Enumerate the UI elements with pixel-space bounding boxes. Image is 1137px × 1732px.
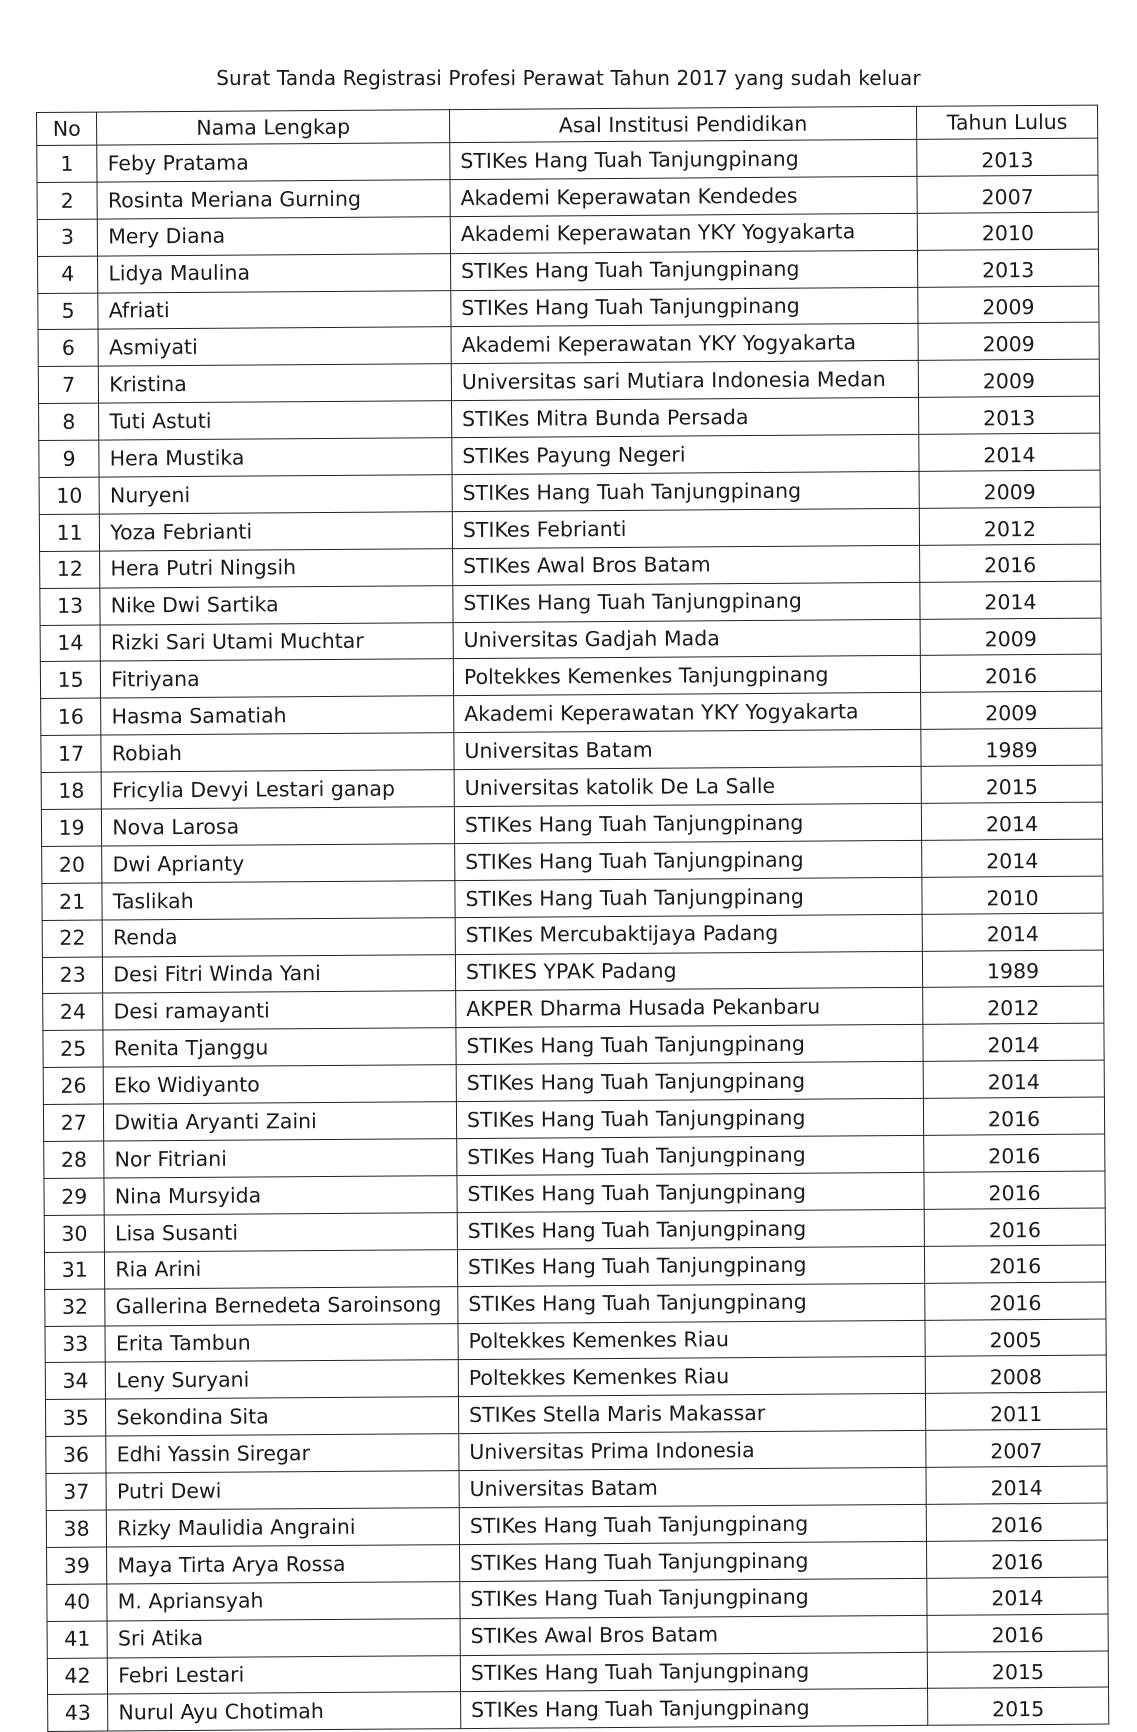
cell-name: Sri Atika [107, 1618, 460, 1657]
cell-institution: STIKes Hang Tuah Tanjungpinang [456, 1062, 923, 1102]
cell-year: 2014 [923, 1023, 1104, 1061]
cell-year: 2015 [927, 1651, 1108, 1689]
cell-year: 1989 [922, 950, 1103, 988]
cell-year: 2010 [917, 212, 1098, 250]
cell-no: 41 [47, 1621, 108, 1658]
cell-institution: Poltekkes Kemenkes Riau [458, 1357, 925, 1397]
cell-name: Rosinta Meriana Gurning [97, 180, 450, 219]
cell-institution: STIKes Awal Bros Batam [460, 1615, 927, 1655]
cell-no: 23 [42, 957, 103, 994]
cell-name: Lisa Susanti [104, 1212, 457, 1251]
cell-name: Dwitia Aryanti Zaini [104, 1102, 457, 1141]
cell-no: 31 [44, 1252, 105, 1289]
cell-no: 34 [45, 1362, 106, 1399]
cell-institution: Universitas Gadjah Mada [453, 619, 920, 659]
cell-no: 20 [42, 846, 103, 883]
cell-name: Sekondina Sita [106, 1397, 459, 1436]
cell-name: Leny Suryani [106, 1360, 459, 1399]
header-year: Tahun Lulus [917, 105, 1098, 139]
cell-no: 9 [39, 440, 100, 477]
cell-institution: AKPER Dharma Husada Pekanbaru [456, 988, 923, 1028]
cell-name: Hasma Samatiah [101, 696, 454, 735]
cell-no: 36 [46, 1436, 107, 1473]
cell-name: Yoza Febrianti [100, 512, 453, 551]
cell-institution: STIKes Mitra Bunda Persada [451, 398, 918, 438]
cell-no: 24 [43, 994, 104, 1031]
cell-name: Nike Dwi Sartika [100, 585, 453, 624]
cell-no: 27 [43, 1104, 104, 1141]
cell-year: 2007 [917, 175, 1098, 213]
cell-institution: STIKes Hang Tuah Tanjungpinang [457, 1209, 924, 1249]
cell-no: 33 [45, 1326, 106, 1363]
cell-institution: STIKes Hang Tuah Tanjungpinang [460, 1652, 927, 1692]
cell-year: 2016 [926, 1503, 1107, 1541]
cell-no: 4 [38, 256, 99, 293]
cell-year: 2016 [927, 1614, 1108, 1652]
cell-no: 16 [41, 698, 102, 735]
cell-name: Gallerina Bernedeta Saroinsong [105, 1286, 458, 1325]
header-institution: Asal Institusi Pendidikan [449, 106, 916, 142]
cell-name: Hera Putri Ningsih [100, 548, 453, 587]
header-no: No [37, 112, 98, 145]
cell-no: 8 [39, 403, 100, 440]
cell-institution: Universitas katolik De La Salle [454, 766, 921, 806]
cell-institution: Universitas Batam [459, 1467, 926, 1507]
cell-name: Fricylia Devyi Lestari ganap [101, 770, 454, 809]
cell-name: Eko Widiyanto [103, 1065, 456, 1104]
cell-name: Dwi Aprianty [102, 844, 455, 883]
cell-year: 2007 [926, 1429, 1107, 1467]
cell-name: Nuryeni [99, 475, 452, 514]
cell-year: 2012 [919, 507, 1100, 545]
cell-year: 2014 [921, 802, 1102, 840]
cell-year: 2010 [922, 876, 1103, 914]
cell-institution: Poltekkes Kemenkes Riau [458, 1320, 925, 1360]
cell-name: Mery Diana [98, 216, 451, 255]
cell-institution: STIKes Awal Bros Batam [452, 545, 919, 585]
cell-no: 18 [41, 772, 102, 809]
cell-name: Renda [102, 917, 455, 956]
cell-institution: STIKes Hang Tuah Tanjungpinang [454, 803, 921, 843]
cell-name: Febri Lestari [108, 1655, 461, 1694]
cell-no: 7 [38, 366, 99, 403]
cell-name: Nor Fitriani [104, 1139, 457, 1178]
cell-name: Desi ramayanti [103, 991, 456, 1030]
cell-year: 2008 [925, 1355, 1106, 1393]
cell-year: 2016 [925, 1245, 1106, 1283]
cell-name: Feby Pratama [97, 143, 450, 182]
cell-institution: STIKes Hang Tuah Tanjungpinang [457, 1246, 924, 1286]
cell-name: Nova Larosa [102, 807, 455, 846]
cell-year: 2016 [925, 1282, 1106, 1320]
cell-institution: STIKes Hang Tuah Tanjungpinang [460, 1689, 927, 1729]
cell-institution: Akademi Keperawatan YKY Yogyakarta [451, 324, 918, 364]
cell-no: 32 [45, 1289, 106, 1326]
cell-institution: Universitas Prima Indonesia [459, 1430, 926, 1470]
table-row [48, 1687, 1109, 1731]
cell-year: 2015 [928, 1687, 1109, 1725]
cell-name: M. Apriansyah [107, 1581, 460, 1620]
cell-name: Edhi Yassin Siregar [106, 1434, 459, 1473]
cell-year: 2009 [919, 470, 1100, 508]
cell-name: Erita Tambun [105, 1323, 458, 1362]
cell-no: 21 [42, 883, 103, 920]
cell-year: 2009 [921, 691, 1102, 729]
cell-institution: STIKes Hang Tuah Tanjungpinang [456, 1025, 923, 1065]
cell-no: 28 [44, 1141, 105, 1178]
cell-no: 1 [37, 145, 98, 182]
cell-year: 2013 [918, 249, 1099, 287]
cell-year: 2016 [927, 1540, 1108, 1578]
cell-no: 14 [40, 625, 101, 662]
cell-no: 25 [43, 1030, 104, 1067]
cell-no: 11 [39, 514, 100, 551]
cell-year: 2016 [924, 1134, 1105, 1172]
registration-table [36, 105, 1109, 1732]
cell-year: 2016 [923, 1097, 1104, 1135]
cell-name: Rizki Sari Utami Muchtar [100, 622, 453, 661]
cell-no: 15 [40, 662, 101, 699]
cell-institution: STIKes Hang Tuah Tanjungpinang [451, 287, 918, 327]
cell-institution: Akademi Keperawatan YKY Yogyakarta [454, 693, 921, 733]
cell-institution: STIKes Hang Tuah Tanjungpinang [453, 582, 920, 622]
cell-name: Desi Fitri Winda Yani [103, 954, 456, 993]
cell-year: 2009 [920, 618, 1101, 656]
cell-year: 2016 [920, 655, 1101, 693]
cell-institution: STIKes Hang Tuah Tanjungpinang [459, 1504, 926, 1544]
cell-institution: STIKes Hang Tuah Tanjungpinang [460, 1578, 927, 1618]
page-title: Surat Tanda Registrasi Profesi Perawat Tahun 2017 yang sudah keluar [216, 66, 921, 90]
cell-no: 2 [37, 182, 98, 219]
cell-no: 42 [47, 1658, 108, 1695]
cell-institution: STIKes Hang Tuah Tanjungpinang [458, 1283, 925, 1323]
cell-name: Robiah [101, 733, 454, 772]
cell-no: 13 [40, 588, 101, 625]
cell-year: 2011 [926, 1392, 1107, 1430]
cell-year: 2014 [922, 913, 1103, 951]
cell-name: Putri Dewi [106, 1471, 459, 1510]
cell-year: 1989 [921, 728, 1102, 766]
cell-year: 2014 [920, 581, 1101, 619]
cell-name: Nina Mursyida [104, 1176, 457, 1215]
cell-institution: STIKES YPAK Padang [455, 951, 922, 991]
cell-no: 10 [39, 477, 100, 514]
cell-name: Rizky Maulidia Angraini [107, 1508, 460, 1547]
cell-name: Nurul Ayu Chotimah [108, 1692, 461, 1731]
cell-institution: STIKes Hang Tuah Tanjungpinang [457, 1172, 924, 1212]
cell-institution: STIKes Hang Tuah Tanjungpinang [455, 840, 922, 880]
cell-institution: Poltekkes Kemenkes Tanjungpinang [453, 656, 920, 696]
cell-institution: STIKes Hang Tuah Tanjungpinang [452, 471, 919, 511]
cell-year: 2014 [923, 1060, 1104, 1098]
cell-institution: STIKes Hang Tuah Tanjungpinang [455, 877, 922, 917]
cell-institution: STIKes Hang Tuah Tanjungpinang [450, 139, 917, 179]
cell-year: 2012 [923, 987, 1104, 1025]
cell-no: 43 [48, 1694, 109, 1731]
cell-no: 38 [46, 1510, 107, 1547]
cell-no: 22 [42, 920, 103, 957]
cell-name: Lidya Maulina [98, 253, 451, 292]
cell-institution: Universitas Batam [454, 730, 921, 770]
cell-year: 2016 [924, 1208, 1105, 1246]
cell-name: Hera Mustika [99, 438, 452, 477]
cell-name: Asmiyati [98, 327, 451, 366]
cell-no: 26 [43, 1067, 104, 1104]
cell-year: 2014 [919, 433, 1100, 471]
table-body [37, 138, 1109, 1732]
cell-year: 2013 [919, 396, 1100, 434]
header-name: Nama Lengkap [97, 110, 450, 145]
cell-name: Ria Arini [105, 1249, 458, 1288]
cell-year: 2014 [926, 1466, 1107, 1504]
cell-year: 2009 [918, 286, 1099, 324]
cell-no: 17 [41, 735, 102, 772]
cell-name: Renita Tjanggu [103, 1028, 456, 1067]
cell-year: 2009 [918, 323, 1099, 361]
cell-no: 3 [37, 219, 98, 256]
cell-name: Fitriyana [101, 659, 454, 698]
cell-year: 2013 [917, 138, 1098, 176]
cell-name: Taslikah [102, 880, 455, 919]
cell-no: 19 [41, 809, 102, 846]
cell-institution: STIKes Stella Maris Makassar [458, 1394, 925, 1434]
cell-year: 2005 [925, 1319, 1106, 1357]
cell-no: 39 [47, 1547, 108, 1584]
cell-institution: STIKes Febrianti [452, 508, 919, 548]
cell-name: Kristina [99, 364, 452, 403]
cell-no: 35 [45, 1399, 106, 1436]
cell-institution: STIKes Mercubaktijaya Padang [455, 914, 922, 954]
cell-institution: Akademi Keperawatan Kendedes [450, 176, 917, 216]
cell-institution: STIKes Hang Tuah Tanjungpinang [457, 1135, 924, 1175]
cell-year: 2015 [921, 765, 1102, 803]
cell-no: 12 [40, 551, 101, 588]
cell-institution: STIKes Payung Negeri [452, 434, 919, 474]
cell-name: Maya Tirta Arya Rossa [107, 1544, 460, 1583]
cell-institution: Akademi Keperawatan YKY Yogyakarta [450, 213, 917, 253]
cell-name: Afriati [98, 290, 451, 329]
cell-year: 2014 [927, 1577, 1108, 1615]
cell-no: 29 [44, 1178, 105, 1215]
cell-no: 5 [38, 293, 99, 330]
cell-year: 2016 [920, 544, 1101, 582]
cell-institution: STIKes Hang Tuah Tanjungpinang [456, 1098, 923, 1138]
cell-name: Tuti Astuti [99, 401, 452, 440]
cell-institution: Universitas sari Mutiara Indonesia Medan [451, 361, 918, 401]
cell-no: 40 [47, 1584, 108, 1621]
cell-institution: STIKes Hang Tuah Tanjungpinang [459, 1541, 926, 1581]
cell-year: 2016 [924, 1171, 1105, 1209]
cell-no: 30 [44, 1215, 105, 1252]
cell-no: 6 [38, 330, 99, 367]
cell-year: 2009 [918, 359, 1099, 397]
cell-no: 37 [46, 1473, 107, 1510]
cell-institution: STIKes Hang Tuah Tanjungpinang [450, 250, 917, 290]
cell-year: 2014 [922, 839, 1103, 877]
